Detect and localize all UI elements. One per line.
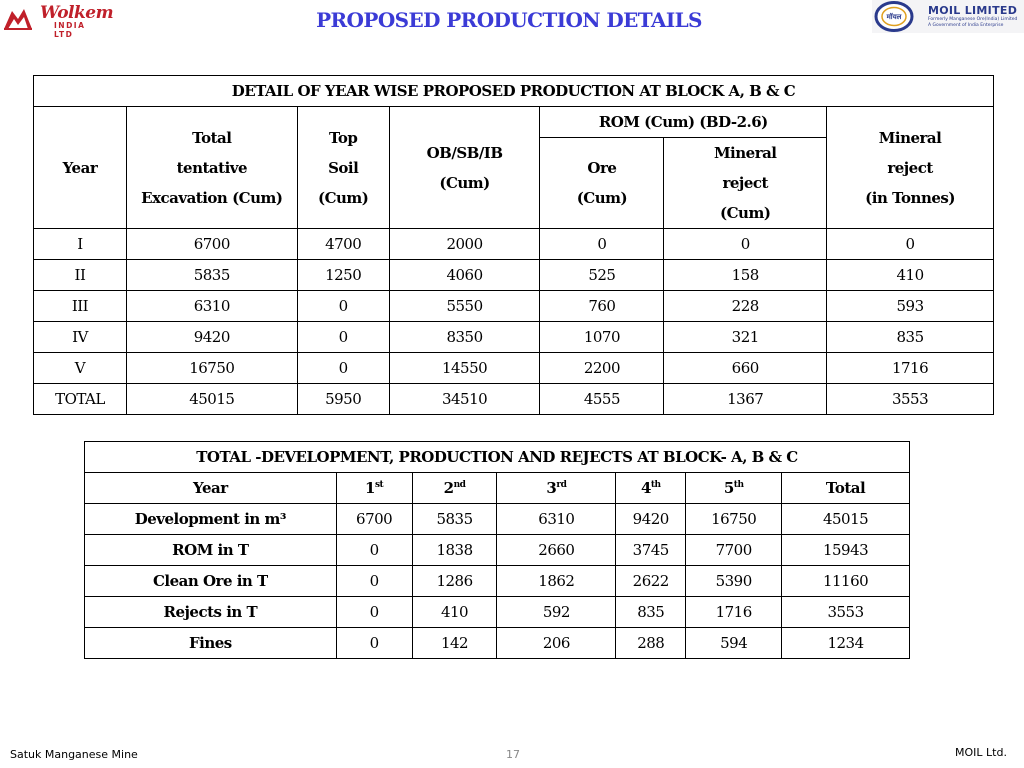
table2-header-year2 — [412, 473, 497, 504]
table-cell: II — [34, 260, 127, 291]
table-cell: 8350 — [389, 322, 540, 353]
table-cell: IV — [34, 322, 127, 353]
table2-header-year3-suffix: rd — [556, 480, 567, 490]
row-label: ROM in T — [85, 535, 337, 566]
page-title: PROPOSED PRODUCTION DETAILS — [316, 8, 702, 32]
table-cell: 15943 — [782, 535, 910, 566]
table-cell: 1716 — [827, 353, 994, 384]
table1-header-mrt-line2: reject — [887, 158, 933, 177]
table1-header-mrt-line1: Mineral — [878, 128, 942, 147]
table-cell: 0 — [297, 353, 389, 384]
table-cell: 14550 — [389, 353, 540, 384]
table-cell: 16750 — [126, 353, 297, 384]
table-cell: 410 — [827, 260, 994, 291]
row-label: Fines — [85, 628, 337, 659]
table-row — [34, 260, 994, 291]
table-cell: 0 — [336, 597, 412, 628]
table-cell: 1286 — [412, 566, 497, 597]
table1-header-mr-line3: (Cum) — [720, 204, 771, 222]
table-cell: 594 — [686, 628, 782, 659]
moil-logo-sub2: A Government of India Enterprise — [928, 23, 1004, 28]
table1-header-mr-line1: Mineral — [713, 144, 777, 162]
table-cell: 11160 — [782, 566, 910, 597]
table-cell: 228 — [664, 291, 827, 322]
table-cell: 4060 — [389, 260, 540, 291]
table-row — [34, 229, 994, 260]
table-cell: 9420 — [616, 504, 686, 535]
table-cell: 142 — [412, 628, 497, 659]
table2-header-year1-suffix: st — [374, 480, 384, 490]
table2-header-year3-num: 3 — [546, 479, 557, 497]
table-cell: 6310 — [126, 291, 297, 322]
table-cell: 410 — [412, 597, 497, 628]
table-row — [34, 353, 994, 384]
table-row — [34, 291, 994, 322]
table-cell: 45015 — [126, 384, 297, 415]
total-development-table — [84, 441, 910, 659]
table-cell: 2000 — [389, 229, 540, 260]
table1-header-total-line3: Excavation (Cum) — [141, 188, 283, 207]
table-cell: 0 — [336, 535, 412, 566]
table-cell: 0 — [297, 291, 389, 322]
table2-header-year1-num: 1 — [365, 479, 375, 497]
wolkem-logo-sub: INDIA LTD — [54, 21, 86, 39]
table-cell: 3553 — [782, 597, 910, 628]
table-row-total — [34, 384, 994, 415]
table-cell: 1716 — [686, 597, 782, 628]
wolkem-logo-name: Wolkem — [40, 3, 114, 23]
moil-emblem-icon — [874, 1, 914, 32]
table-cell: 760 — [540, 291, 664, 322]
table-cell: 5835 — [412, 504, 497, 535]
table1-header-mineral-reject-cum — [664, 138, 827, 229]
table1-header-total-excavation — [126, 107, 297, 229]
table1-header-top-line2: Soil — [328, 158, 359, 177]
moil-logo-sub: Formerly Manganese Ore(India) Limited — [928, 17, 1018, 22]
table-row — [85, 628, 910, 659]
moil-logo-name: MOIL LIMITED — [928, 4, 1018, 17]
table-cell: 34510 — [389, 384, 540, 415]
table-cell: 6700 — [126, 229, 297, 260]
table-cell: V — [34, 353, 127, 384]
table-cell: 0 — [336, 628, 412, 659]
table-cell: 660 — [664, 353, 827, 384]
table1-header-total-line1: Total — [192, 128, 232, 147]
footer-mine-name: Satuk Manganese Mine — [10, 748, 138, 761]
table1-title: DETAIL OF YEAR WISE PROPOSED PRODUCTION AT BLOCK A, B & C — [34, 76, 994, 107]
table2-header-year2-num: 2 — [443, 479, 454, 497]
table1-header-mr-line2: reject — [722, 174, 768, 192]
table1-header-ob-line1: OB/SB/IB — [426, 143, 503, 162]
table2-header-year4-suffix: th — [650, 480, 661, 490]
table-cell: 6310 — [497, 504, 616, 535]
table-cell: 5950 — [297, 384, 389, 415]
yearwise-production-table — [33, 75, 994, 415]
table2-header-year1 — [336, 473, 412, 504]
table1-header-mineral-reject-tonnes — [827, 107, 994, 229]
table2-header-year5 — [686, 473, 782, 504]
table1-header-top-line1: Top — [328, 128, 358, 147]
table-cell: 5550 — [389, 291, 540, 322]
table-cell: 1367 — [664, 384, 827, 415]
row-label: Development in m³ — [85, 504, 337, 535]
row-label: Rejects in T — [85, 597, 337, 628]
table-cell: 525 — [540, 260, 664, 291]
table-cell: 0 — [540, 229, 664, 260]
table2-header-year5-num: 5 — [723, 479, 734, 497]
table-row — [85, 566, 910, 597]
table2-title: TOTAL -DEVELOPMENT, PRODUCTION AND REJECTS AT BLOCK- A, B & C — [85, 442, 910, 473]
table-cell: 158 — [664, 260, 827, 291]
table-cell: 16750 — [686, 504, 782, 535]
table-cell: 5835 — [126, 260, 297, 291]
table-row — [85, 535, 910, 566]
table1-header-top-soil — [297, 107, 389, 229]
table2-header-year4 — [616, 473, 686, 504]
table-cell: 7700 — [686, 535, 782, 566]
table2-header-year: Year — [85, 473, 337, 504]
table-cell: 3745 — [616, 535, 686, 566]
row-label: Clean Ore in T — [85, 566, 337, 597]
table-cell: I — [34, 229, 127, 260]
table-cell: 1234 — [782, 628, 910, 659]
table2-header-year3 — [497, 473, 616, 504]
table-cell: 1070 — [540, 322, 664, 353]
table-cell: 2200 — [540, 353, 664, 384]
table1-header-ore-line2: (Cum) — [576, 189, 628, 207]
table-cell: 9420 — [126, 322, 297, 353]
table1-header-rom: ROM (Cum) (BD-2.6) — [540, 107, 827, 138]
table-cell: 592 — [497, 597, 616, 628]
table1-header-ob-line2: (Cum) — [439, 173, 490, 192]
table-cell: III — [34, 291, 127, 322]
table2-header-year2-suffix: nd — [453, 480, 466, 490]
table-cell: 593 — [827, 291, 994, 322]
table-cell: 2660 — [497, 535, 616, 566]
table2-header-total: Total — [782, 473, 910, 504]
table-cell: 835 — [827, 322, 994, 353]
table1-header-ore — [540, 138, 664, 229]
moil-logo — [872, 0, 1024, 33]
table2-header-row — [85, 473, 910, 504]
table-cell: 321 — [664, 322, 827, 353]
table-row — [85, 504, 910, 535]
page-number: 17 — [506, 748, 520, 761]
table-cell: 835 — [616, 597, 686, 628]
table1-header-top-line3: (Cum) — [317, 188, 369, 207]
table-cell: 6700 — [336, 504, 412, 535]
table-row — [85, 597, 910, 628]
table-cell: 0 — [664, 229, 827, 260]
table-cell: TOTAL — [34, 384, 127, 415]
table1-header-total-line2: tentative — [176, 158, 248, 177]
table-cell: 288 — [616, 628, 686, 659]
footer-company: MOIL Ltd. — [955, 746, 1007, 759]
table-cell: 206 — [497, 628, 616, 659]
table-cell: 45015 — [782, 504, 910, 535]
table1-header-year: Year — [34, 107, 127, 229]
table-cell: 0 — [827, 229, 994, 260]
table-cell: 1250 — [297, 260, 389, 291]
table2-header-year4-num: 4 — [640, 479, 651, 497]
table1-header-mrt-line3: (in Tonnes) — [865, 188, 955, 207]
table-cell: 0 — [336, 566, 412, 597]
table-cell: 4700 — [297, 229, 389, 260]
table-cell: 2622 — [616, 566, 686, 597]
table-cell: 5390 — [686, 566, 782, 597]
table-cell: 3553 — [827, 384, 994, 415]
moil-emblem-text: मॉयल — [886, 13, 902, 21]
table-cell: 1838 — [412, 535, 497, 566]
table1-header-ore-line1: Ore — [587, 159, 617, 177]
table-cell: 1862 — [497, 566, 616, 597]
table1-header-ob — [389, 107, 540, 229]
table-cell: 0 — [297, 322, 389, 353]
table-cell: 4555 — [540, 384, 664, 415]
table2-header-year5-suffix: th — [733, 480, 744, 490]
table-row — [34, 322, 994, 353]
